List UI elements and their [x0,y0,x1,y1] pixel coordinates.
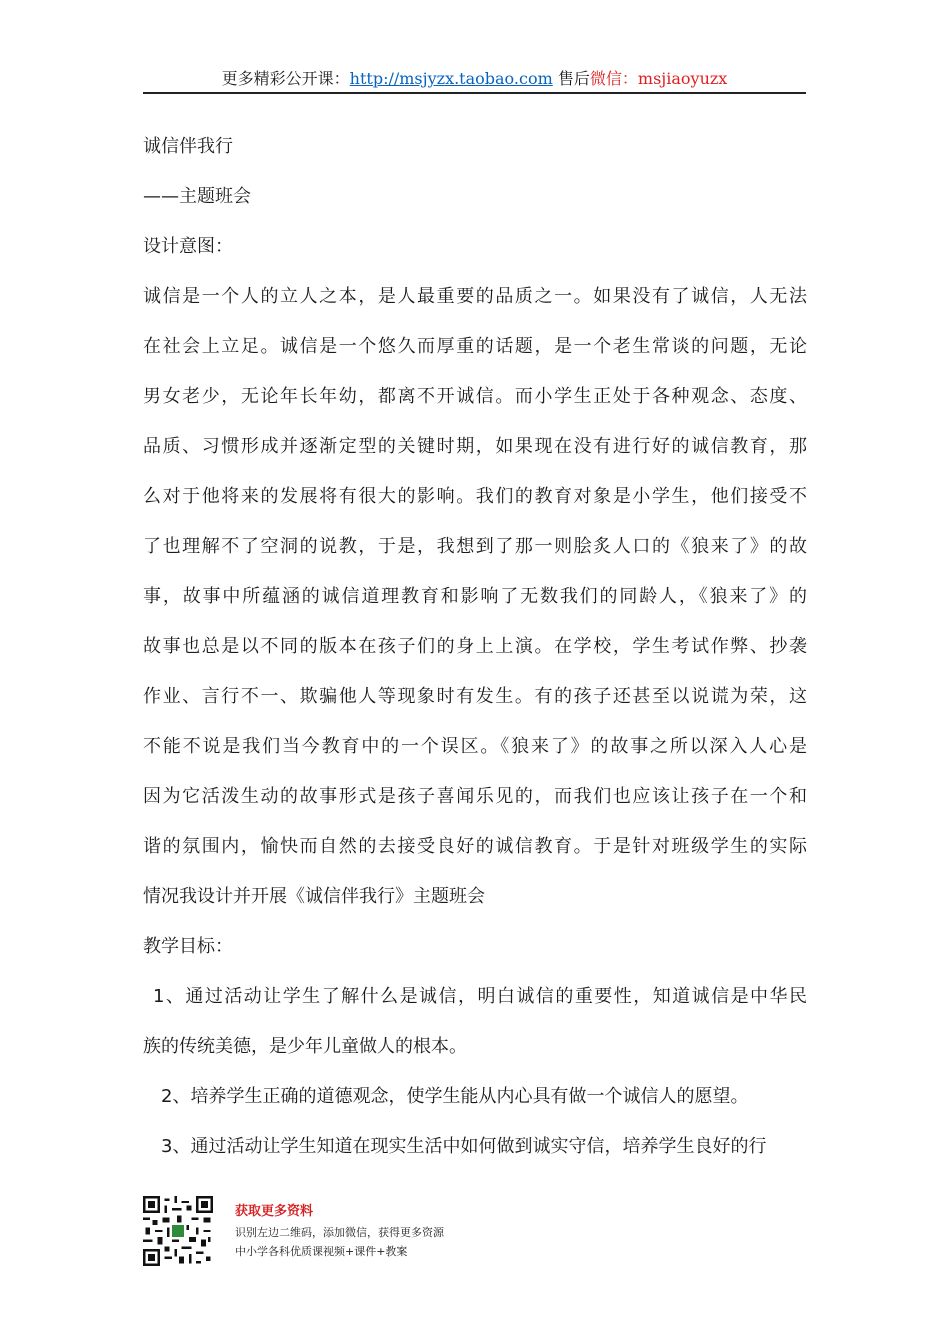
document-body [143,122,807,1172]
header-wechat-label: 微信： [589,69,638,88]
goal-item-2: 2、培养学生正确的道德观念，使学生能从内心具有做一个诚信人的愿望。 [161,1086,749,1107]
paragraph-line: 诚信是一个人的立人之本，是人最重要的品质之一。如果没有了诚信，人无法 [143,286,807,307]
paragraph-line: 男女老少，无论年长年幼，都离不开诚信。而小学生正处于各种观念、态度、 [143,386,807,407]
goal-item-1: 1、通过活动让学生了解什么是诚信，明白诚信的重要性，知道诚信是中华民 [153,986,807,1007]
paragraph-line: 作业、言行不一、欺骗他人等现象时有发生。有的孩子还甚至以说谎为荣，这 [143,686,807,707]
header-prefix: 更多精彩公开课： [221,69,350,88]
paragraph-line: 么对于他将来的发展将有很大的影响。我们的教育对象是小学生，他们接受不 [143,486,807,507]
page-header [143,66,806,94]
paragraph-line: 谐的氛围内，愉快而自然的去接受良好的诚信教育。于是针对班级学生的实际 [143,836,807,857]
intent-paragraph [143,272,807,922]
document-title: 诚信伴我行 [143,136,233,157]
paragraph-line: 因为它活泼生动的故事形式是孩子喜闻乐见的，而我们也应该让孩子在一个和 [143,786,807,807]
paragraph-line: 在社会上立足。诚信是一个悠久而厚重的话题，是一个老生常谈的问题，无论 [143,336,807,357]
header-wechat-id: msjiaoyuzx [637,69,728,88]
goal-item-1-cont: 族的传统美德，是少年儿童做人的根本。 [143,1036,467,1057]
paragraph-line: 品质、习惯形成并逐渐定型的关键时期，如果现在没有进行好的诚信教育，那 [143,436,807,457]
intent-heading: 设计意图： [143,236,233,257]
footer-title: 获取更多资料 [235,1204,314,1219]
paragraph-line: 故事也总是以不同的版本在孩子们的身上上演。在学校，学生考试作弊、抄袭 [143,636,807,657]
header-after-sale: 售后 [557,69,590,88]
paragraph-line: 了也理解不了空洞的说教，于是，我想到了那一则脍炙人口的《狼来了》的故 [143,536,807,557]
footer-line-1: 识别左边二维码，添加微信，获得更多资源 [235,1226,444,1239]
goals-heading: 教学目标： [143,936,233,957]
paragraph-line: 事，故事中所蕴涵的诚信道理教育和影响了无数我们的同龄人，《狼来了》的 [143,586,807,607]
footer-promo [143,1196,543,1266]
shop-link[interactable]: http://msjyzx.taobao.com [349,69,553,88]
paragraph-line: 情况我设计并开展《诚信伴我行》主题班会 [143,886,485,907]
footer-line-2: 中小学各科优质课视频+课件+教案 [235,1245,408,1258]
goal-item-3: 3、通过活动让学生知道在现实生活中如何做到诚实守信，培养学生良好的行 [161,1136,767,1157]
qr-code-icon[interactable] [143,1196,213,1266]
paragraph-line: 不能不说是我们当今教育中的一个误区。《狼来了》的故事之所以深入人心是 [143,736,807,757]
document-subtitle: ——主题班会 [143,186,251,207]
